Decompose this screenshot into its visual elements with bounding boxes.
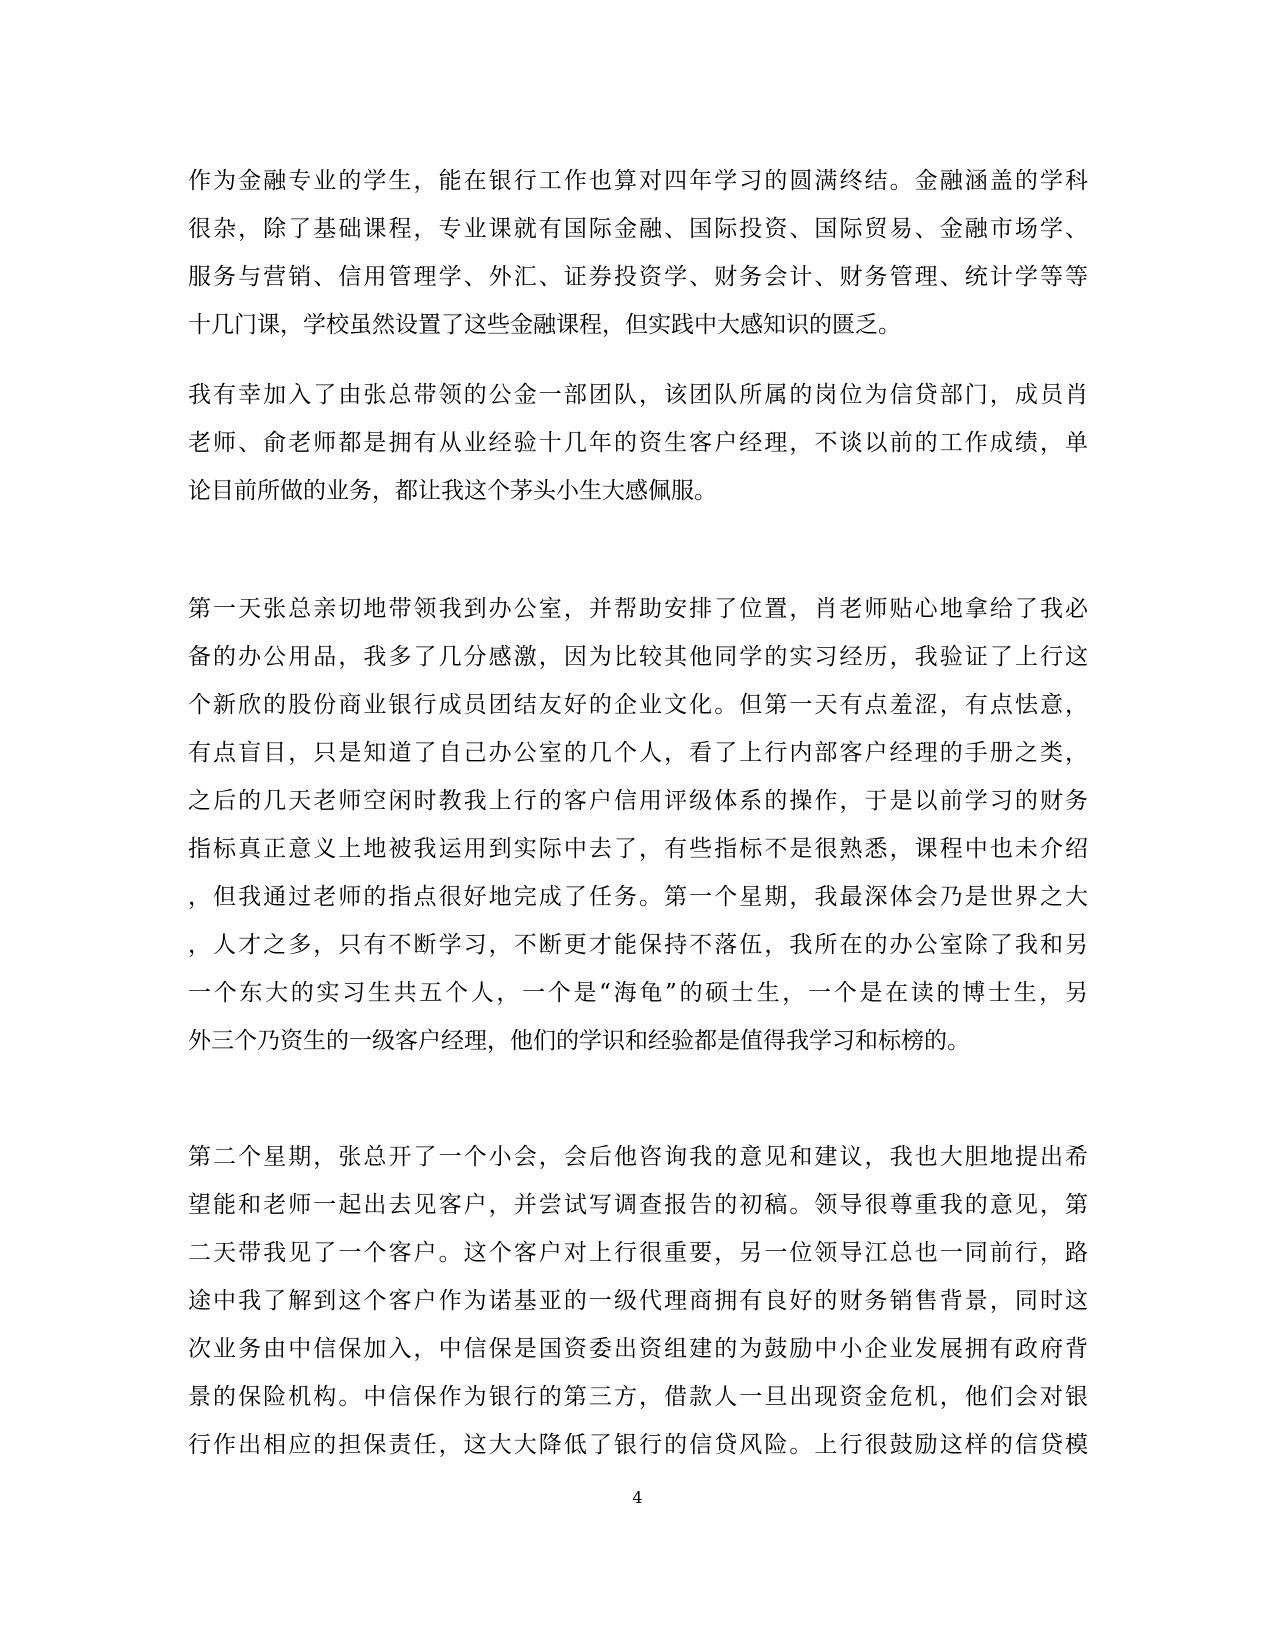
paragraph-3 bbox=[188, 585, 1088, 1065]
text-line: 之后的几天老师空闲时教我上行的客户信用评级体系的操作，于是以前学习的财务 bbox=[188, 788, 1088, 814]
text-line: 很杂，除了基础课程，专业课就有国际金融、国际投资、国际贸易、金融市场学、 bbox=[188, 216, 1088, 242]
text-line: 指标真正意义上地被我运用到实际中去了，有些指标不是很熟悉，课程中也未介绍 bbox=[188, 836, 1088, 862]
page-number: 4 bbox=[632, 1488, 643, 1507]
text-line: 景的保险机构。中信保作为银行的第三方，借款人一旦出现资金危机，他们会对银 bbox=[188, 1384, 1088, 1410]
text-line: 有点盲目，只是知道了自己办公室的几个人，看了上行内部客户经理的手册之类， bbox=[188, 740, 1088, 766]
text-line: 二天带我见了一个客户。这个客户对上行很重要，另一位领导江总也一同前行，路 bbox=[188, 1240, 1088, 1266]
text-line: 第一天张总亲切地带领我到办公室，并帮助安排了位置，肖老师贴心地拿给了我必 bbox=[188, 596, 1088, 622]
text-line: 途中我了解到这个客户作为诺基亚的一级代理商拥有良好的财务销售背景，同时这 bbox=[188, 1288, 1088, 1314]
text-line: ，人才之多，只有不断学习，不断更才能保持不落伍，我所在的办公室除了我和另 bbox=[188, 932, 1088, 958]
text-line: 作为金融专业的学生，能在银行工作也算对四年学习的圆满终结。金融涵盖的学科 bbox=[188, 168, 1088, 194]
text-line: 一个东大的实习生共五个人，一个是“海龟”的硕士生，一个是在读的博士生，另 bbox=[188, 980, 1088, 1006]
text-line: 备的办公用品，我多了几分感激，因为比较其他同学的实习经历，我验证了上行这 bbox=[188, 644, 1088, 670]
text-line: 望能和老师一起出去见客户，并尝试写调查报告的初稿。领导很尊重我的意见，第 bbox=[188, 1192, 1088, 1218]
text-line: ，但我通过老师的指点很好地完成了任务。第一个星期，我最深体会乃是世界之大 bbox=[188, 884, 1088, 910]
text-line: 行作出相应的担保责任，这大大降低了银行的信贷风险。上行很鼓励这样的信贷模 bbox=[188, 1432, 1088, 1458]
text-line: 次业务由中信保加入，中信保是国资委出资组建的为鼓励中小企业发展拥有政府背 bbox=[188, 1336, 1088, 1362]
text-line: 论目前所做的业务，都让我这个茅头小生大感佩服。 bbox=[188, 478, 717, 504]
text-line: 老师、俞老师都是拥有从业经验十几年的资生客户经理，不谈以前的工作成绩，单 bbox=[188, 430, 1088, 456]
text-line: 外三个乃资生的一级客户经理，他们的学识和经验都是值得我学习和标榜的。 bbox=[188, 1028, 970, 1054]
paragraph-1 bbox=[188, 157, 1088, 349]
paragraph-2 bbox=[188, 371, 1088, 515]
text-line: 第二个星期，张总开了一个小会，会后他咨询我的意见和建议，我也大胆地提出希 bbox=[188, 1144, 1088, 1170]
text-line: 服务与营销、信用管理学、外汇、证券投资学、财务会计、财务管理、统计学等等 bbox=[188, 264, 1088, 290]
text-line: 十几门课，学校虽然设置了这些金融课程，但实践中大感知识的匮乏。 bbox=[188, 312, 901, 338]
paragraph-4 bbox=[188, 1133, 1088, 1469]
text-line: 我有幸加入了由张总带领的公金一部团队，该团队所属的岗位为信贷部门，成员肖 bbox=[188, 382, 1088, 408]
text-line: 个新欣的股份商业银行成员团结友好的企业文化。但第一天有点羞涩，有点怯意， bbox=[188, 692, 1088, 718]
